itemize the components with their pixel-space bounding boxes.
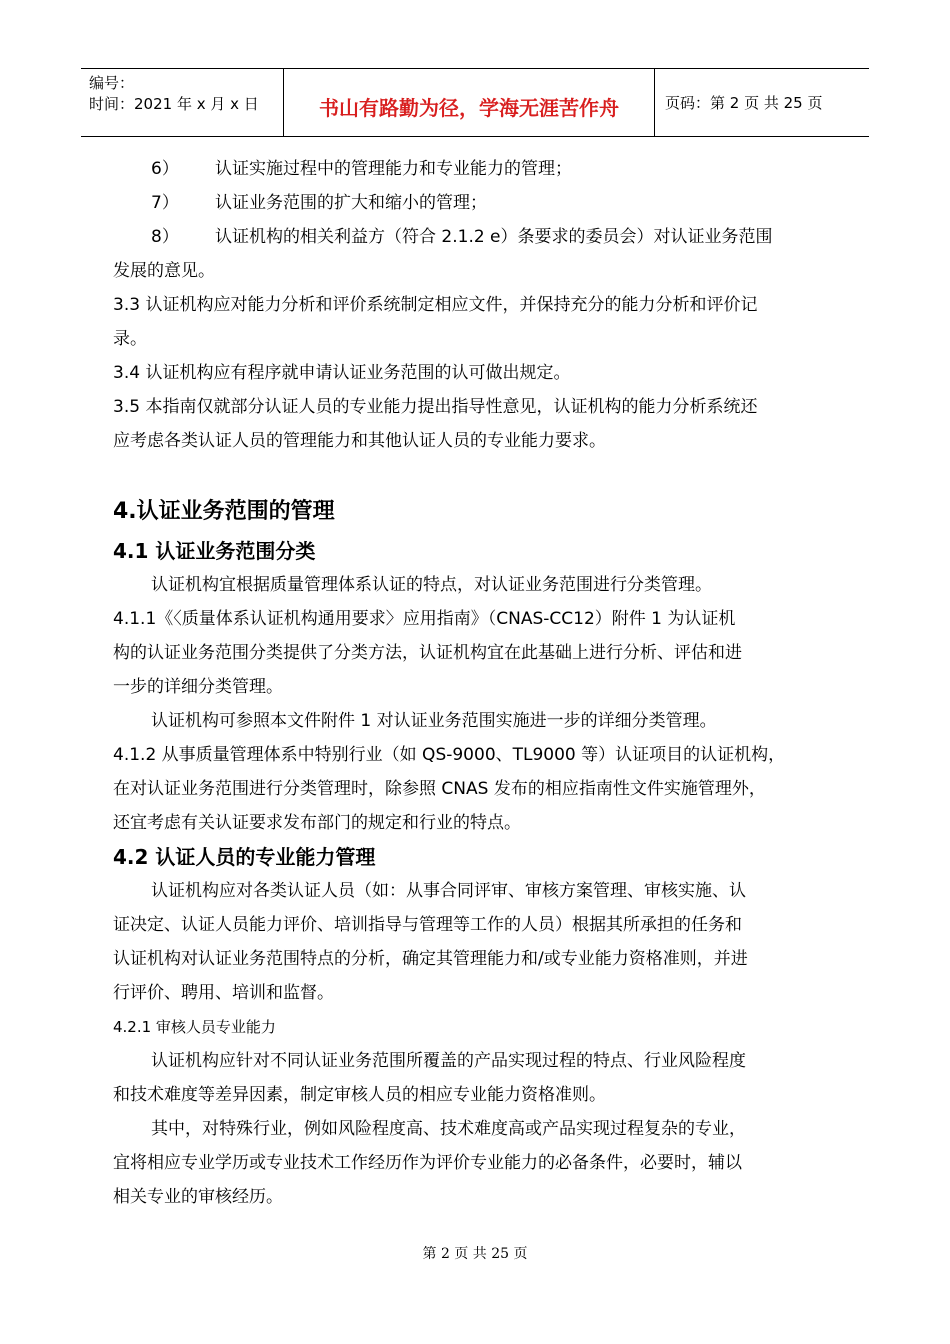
paragraph-4-1-1: 构的认证业务范围分类提供了分类方法，认证机构宜在此基础上进行分析、评估和进 (113, 643, 742, 663)
paragraph-4-2-1a: 和技术难度等差异因素，制定审核人员的相应专业能力资格准则。 (113, 1085, 606, 1105)
section-heading-4-1: 4.1 认证业务范围分类 (113, 539, 316, 563)
paragraph-4-2: 行评价、聘用、培训和监督。 (113, 983, 334, 1003)
section-heading-4: 4.认证业务范围的管理 (113, 499, 335, 524)
header-info (81, 69, 283, 136)
paragraph-4-2: 认证机构应对各类认证人员（如：从事合同评审、审核方案管理、审核实施、认 (151, 881, 746, 901)
paragraph-4-2-1b: 其中，对特殊行业，例如风险程度高、技术难度高或产品实现过程复杂的专业， (151, 1119, 746, 1139)
paragraph-4-1-2: 还宜考虑有关认证要求发布部门的规定和行业的特点。 (113, 813, 521, 833)
page-header (81, 68, 869, 137)
page-footer: 第 2 页 共 25 页 (422, 1246, 528, 1262)
paragraph-3-3: 录。 (113, 329, 147, 349)
paragraph-4-2: 认证机构对认证业务范围特点的分析，确定其管理能力和/或专业能力资格准则，并进 (113, 949, 748, 969)
section-heading-4-2: 4.2 认证人员的专业能力管理 (113, 845, 376, 869)
header-date: 时间：2021 年 x 月 x 日 (89, 95, 259, 113)
document-body (113, 152, 848, 1214)
paragraph-3-5: 3.5 本指南仅就部分认证人员的专业能力提出指导性意见，认证机构的能力分析系统还 (113, 397, 758, 417)
header-page-number: 页码：第 2 页 共 25 页 (665, 94, 823, 112)
paragraph-3-5: 应考虑各类认证人员的管理能力和其他认证人员的专业能力要求。 (113, 431, 606, 451)
paragraph-4-2-1b: 相关专业的审核经历。 (113, 1187, 283, 1207)
list-item-continuation: 发展的意见。 (113, 261, 215, 281)
paragraph-4-1-2: 在对认证业务范围进行分类管理时，除参照 CNAS 发布的相应指南性文件实施管理外， (113, 779, 766, 799)
header-motto: 书山有路勤为径，学海无涯苦作舟 (283, 69, 655, 136)
list-item: 7） 认证业务范围的扩大和缩小的管理； (151, 193, 487, 213)
paragraph-4-1-1: 一步的详细分类管理。 (113, 677, 283, 697)
header-doc-number: 编号： (89, 74, 135, 92)
paragraph-4-2-1a: 认证机构应针对不同认证业务范围所覆盖的产品实现过程的特点、行业风险程度 (151, 1051, 746, 1071)
subsection-heading-4-2-1: 4.2.1 审核人员专业能力 (113, 1018, 276, 1036)
paragraph-3-4: 3.4 认证机构应有程序就申请认证业务范围的认可做出规定。 (113, 363, 571, 383)
paragraph-4-1-2: 4.1.2 从事质量管理体系中特别行业（如 QS-9000、TL9000 等）认证项目的认证机构， (113, 745, 786, 765)
list-item: 8） 认证机构的相关利益方（符合 2.1.2 e）条要求的委员会）对认证业务范围 (151, 227, 773, 247)
list-item: 6） 认证实施过程中的管理能力和专业能力的管理； (151, 159, 572, 179)
paragraph-4-2: 证决定、认证人员能力评价、培训指导与管理等工作的人员）根据其所承担的任务和 (113, 915, 742, 935)
paragraph-4-1-1b: 认证机构可参照本文件附件 1 对认证业务范围实施进一步的详细分类管理。 (151, 711, 717, 731)
paragraph-4-1-intro: 认证机构宜根据质量管理体系认证的特点，对认证业务范围进行分类管理。 (151, 575, 712, 595)
paragraph-4-2-1b: 宜将相应专业学历或专业技术工作经历作为评价专业能力的必备条件，必要时，辅以 (113, 1153, 742, 1173)
paragraph-4-1-1: 4.1.1《〈质量体系认证机构通用要求〉应用指南》（CNAS-CC12）附件 1 为认证机 (113, 609, 736, 629)
paragraph-3-3: 3.3 认证机构应对能力分析和评价系统制定相应文件，并保持充分的能力分析和评价记 (113, 295, 758, 315)
